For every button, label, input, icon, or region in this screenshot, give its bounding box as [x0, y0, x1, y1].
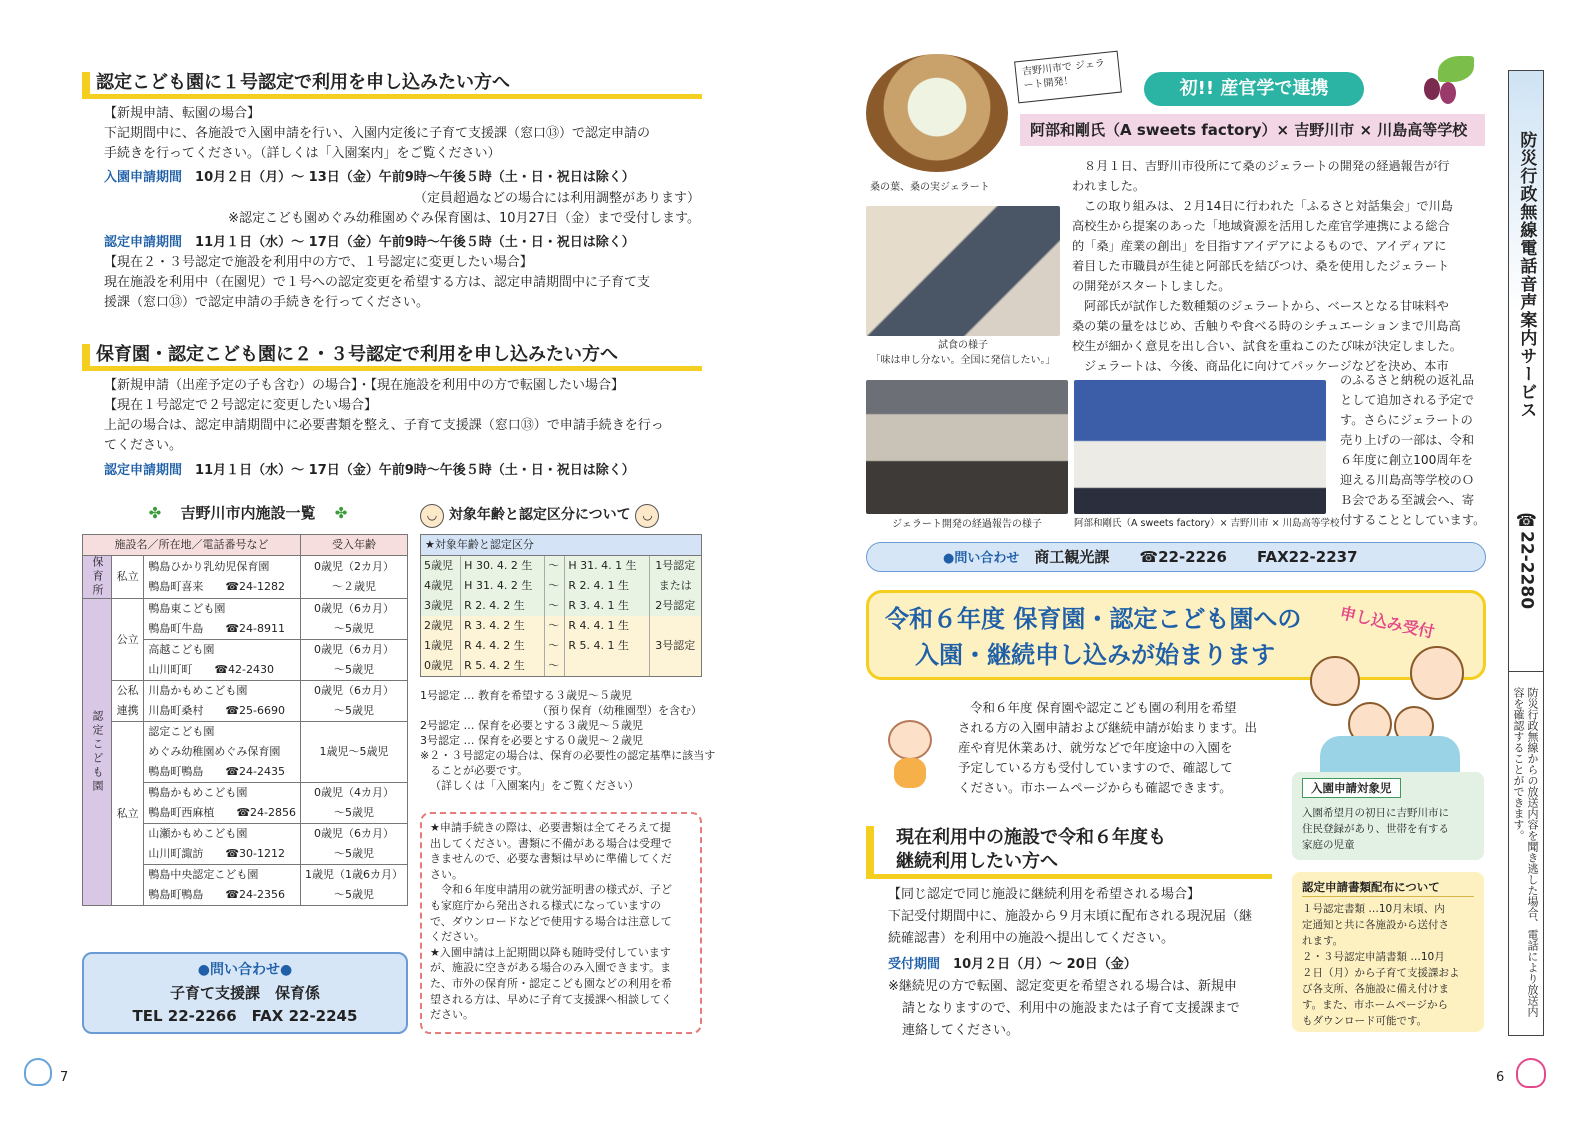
ages-notes: [420, 688, 716, 793]
paragraph: 援課（窓口⑬）で認定申請の手続きを行ってください。: [104, 295, 430, 311]
text-line: のふるさと納税の返礼品: [1340, 373, 1475, 387]
sub-heading: 【新規申請（出産予定の子も含む）の場合】・【現在施設を利用中の方で転園したい場合】: [104, 378, 625, 393]
page-number: 6: [1496, 1070, 1505, 1085]
note-line: 3号認定 … 保育を必要とする０歳児～２歳児: [420, 734, 643, 747]
ages-cell: ～: [545, 596, 565, 616]
section3-title: 現在利用中の施設で令和６年度も 継続利用したい方へ: [866, 826, 1272, 879]
warning-line: きませんので、必要な書類は早めに準備してくだ: [430, 852, 672, 866]
tasting-photo: [866, 206, 1060, 336]
ages-cell: H 31. 4. 2 生: [461, 576, 545, 596]
text-line: この取り組みは、２月14日に行われた「ふるさと対話集会」で川島: [1084, 199, 1453, 213]
contact-title: ●問い合わせ●: [197, 962, 293, 978]
text-line: ８月１日、吉野川市役所にて桑のジェラートの開発の経過報告が行: [1084, 159, 1450, 173]
ages-cell: ～: [545, 556, 565, 576]
text-line: 住民登録があり、世帯を有する: [1302, 823, 1449, 836]
text-line: 付することとしています。: [1340, 513, 1486, 527]
facility-cell: 鴨島中央認定こども園 鴨島町鴨島 ☎24-2356: [144, 865, 301, 906]
age-cell: 0歳児（2カ月） ～２歳児: [301, 556, 408, 599]
note-line: （詳しくは「入園案内」をご覧ください）: [430, 779, 639, 792]
ages-cell: 3号認定: [655, 639, 696, 652]
table-row: [83, 722, 408, 783]
collab-badge: 初!! 産官学で連携: [1144, 72, 1364, 106]
family-illustration: [1290, 636, 1486, 776]
note: 請となりますので、利用中の施設または子育て支援課まで: [902, 1001, 1240, 1016]
stamp-text: 申し込み受付: [1338, 603, 1437, 642]
text-line: 的「桑」産業の創出」を目指すアイデアによるもので、アイディアに: [1072, 239, 1447, 253]
ages-cell: [649, 656, 701, 676]
text-line: 売り上げの一部は、令和: [1340, 433, 1475, 447]
ages-row: [421, 576, 701, 596]
text-line: として追加される予定で: [1340, 393, 1475, 407]
ages-table: [420, 534, 702, 677]
text-line: 産や育児休業あけ、就労などで年度途中の入園を: [958, 740, 1233, 755]
box-title: 入園申請対象児: [1302, 778, 1401, 798]
ages-table-head: ★対象年齢と認定区分: [421, 535, 701, 556]
ages-row: [421, 556, 701, 576]
period-value: 11月１日（水）～ 17日（金）午前9時～午後５時（土・日・祝日は除く）: [195, 462, 635, 478]
mascot-icon: [1516, 1058, 1546, 1088]
age-cell: 0歳児（6カ月） ～5歳児: [301, 599, 408, 640]
contact-tel: TEL 22-2266 FAX 22-2245: [132, 1006, 358, 1025]
facility-cell: 鴨島かもめこども園 鴨島町西麻植 ☎24-2856: [144, 783, 301, 824]
age-cell: 1歳児（1歳6カ月） ～5歳児: [301, 865, 408, 906]
flag-tag: 吉野川市で ジェラート開発！: [1014, 51, 1122, 104]
intro-text: [958, 698, 1278, 798]
ages-cell: ～: [545, 656, 565, 676]
ages-cell: または: [658, 579, 692, 592]
age-cell: 0歳児（6カ月） ～5歳児: [301, 681, 408, 722]
ages-cell: [565, 656, 649, 676]
warning-line: ください。: [430, 930, 485, 944]
text-line: 迎える川島高等学校のＯ: [1340, 473, 1475, 487]
photo-caption: 桑の葉、桑の実ジェラート: [870, 182, 990, 193]
warning-line: 出してください。書類に不備がある場合は受理で: [430, 836, 672, 850]
contact-box: [82, 952, 408, 1034]
gelato-photo: [866, 54, 1008, 172]
paragraph: 手続きを行ってください。（詳しくは「入園案内」をご覧ください）: [104, 146, 501, 162]
text-line: 着目した市職員が生徒と阿部氏を結びつけ、桑を使用したジェラート: [1072, 259, 1450, 273]
table-row: [83, 599, 408, 640]
text-line: 阿部氏が試作した数種類のジェラートから、ベースとなる甘味料や: [1084, 299, 1449, 313]
ages-cell: ～: [545, 616, 565, 636]
note-line: ※２・３号認定の場合は、保育の必要性の認定基準に該当す: [420, 749, 716, 762]
text-line: 定通知と共に各施設から送付さ: [1302, 919, 1449, 931]
ages-cell: ～: [545, 636, 565, 656]
period-value: 10月２日（月）～ 13日（金）午前9時～午後５時（土・日・祝日は除く）: [195, 170, 635, 186]
text-line: 令和６年度 保育園や認定こども園の利用を希望: [970, 700, 1237, 715]
period-value: 10月２日（月）～ 20日（金）: [953, 957, 1137, 972]
warning-line: 令和６年度申請用の就労証明書の様式が、子ど: [430, 883, 672, 897]
period-label: 受付期間: [888, 957, 941, 972]
ages-cell: R 5. 4. 1 生: [565, 636, 649, 656]
facility-cell: 鴨島ひかり乳幼児保育園 鴨島町喜来 ☎24-1282: [144, 556, 301, 599]
face-icon: ◡: [420, 504, 444, 528]
ages-row: [421, 596, 701, 616]
text-line: す。さらにジェラートの: [1340, 413, 1473, 427]
ages-cell: H 30. 4. 2 生: [461, 556, 545, 576]
contact-bar: ●問い合わせ 商工観光課 ☎22-2226 FAX22-2237: [866, 542, 1486, 572]
warning-line: ★入園申請は上記期間以降も随時受付しています: [430, 945, 671, 959]
ages-cell: 3歳児: [421, 596, 461, 616]
box-title: 認定申請書類配布について: [1302, 878, 1474, 897]
facility-cell: 川島かもめこども園 川島町桑村 ☎25-6690: [144, 681, 301, 722]
sub-heading: 【新規申請、転園の場合】: [104, 106, 261, 121]
type-cell: 公立: [112, 599, 144, 681]
eligibility-box: [1292, 772, 1484, 860]
section2-body: [104, 376, 704, 481]
note-line: ることが必要です。: [430, 764, 529, 777]
ages-cell: R 4. 4. 1 生: [565, 616, 649, 636]
clover-icon: ✤: [148, 504, 162, 522]
facility-cell: 鴨島東こども園 鴨島町牛島 ☎24-8911: [144, 599, 301, 640]
meeting-photo: [866, 380, 1068, 514]
paragraph: てください。: [104, 438, 183, 454]
main-notice: 令和６年度 保育園・認定こども園への 入園・継続申し込みが始まります 申し込み受付: [866, 590, 1486, 680]
section1-title: 認定こども園に１号認定で利用を申し込みたい方へ: [82, 72, 702, 99]
table-row: [83, 556, 408, 599]
baby-illustration: [876, 716, 946, 792]
warning-line: ださい。: [430, 1008, 474, 1022]
paragraph: 下記受付期間中に、施設から９月末頃に配布される現況届（継: [888, 909, 1253, 924]
paragraph: 下記期間中に、各施設で入園申請を行い、入園内定後に子育て支援課（窓口⑬）で認定申請の: [104, 126, 651, 142]
section2-title: 保育園・認定こども園に２・３号認定で利用を申し込みたい方へ: [82, 344, 702, 371]
ages-cell: 0歳児: [421, 656, 461, 676]
ages-row: [421, 656, 701, 676]
note: ※継続児の方で転園、認定変更を希望される場合は、新規申: [888, 979, 1237, 994]
side-tel: ☎22-2280: [1516, 511, 1537, 610]
ages-cell: 1歳児: [421, 636, 461, 656]
period-value: 11月１日（水）～ 17日（金）午前9時～午後５時（土・日・祝日は除く）: [195, 234, 635, 250]
period-label: 認定申請期間: [104, 234, 183, 250]
article-headline: 阿部和剛氏（A sweets factory）× 吉野川市 × 川島高等学校: [1020, 114, 1485, 146]
paragraph: 続確認書）を利用中の施設へ提出してください。: [888, 931, 1175, 946]
note-line: （預り保育（幼稚園型）を含む）: [537, 704, 702, 717]
text-line: 家庭の児童: [1302, 839, 1355, 852]
period-label: 入園申請期間: [104, 170, 183, 186]
ages-cell: R 4. 4. 2 生: [461, 636, 545, 656]
contact-dept: 子育て支援課 保育係: [169, 983, 320, 1002]
text-line: 予定している方も受付していますので、確認して: [958, 760, 1233, 775]
mulberry-icon: [1420, 56, 1476, 104]
photo-caption: 試食の様子 「味は申し分ない。全国に発信したい。」: [870, 340, 1056, 366]
warning-box: [420, 812, 702, 1034]
ages-cell: R 2. 4. 1 生: [565, 576, 649, 596]
ages-row: [421, 616, 701, 636]
age-cell: 0歳児（6カ月） ～5歳児: [301, 824, 408, 865]
sub-heading: 【現在２・３号認定で施設を利用中の方で、１号認定に変更したい場合】: [104, 254, 533, 270]
ages-cell: [649, 616, 701, 636]
ages-cell: 2歳児: [421, 616, 461, 636]
note-line: 2号認定 … 保育を必要とする３歳児～５歳児: [420, 719, 643, 732]
sub-heading: 【現在１号認定で２号認定に変更したい場合】: [104, 398, 378, 414]
age-cell: 1歳児～5歳児: [301, 722, 408, 783]
section3-body: [888, 884, 1278, 1042]
note: 連絡してください。: [902, 1023, 1020, 1038]
facility-cell: 認定こども園 めぐみ幼稚園めぐみ保育園 鴨島町鴨島 ☎24-2435: [144, 722, 301, 783]
text-line: われました。: [1072, 179, 1146, 193]
category-cell: 保育所: [83, 556, 112, 599]
table-row: [83, 681, 408, 722]
type-cell: 公私連携: [112, 681, 144, 722]
note-line: 1号認定 … 教育を希望する３歳児～５歳児: [420, 689, 632, 702]
text-line: ください。市ホームページからも確認できます。: [958, 780, 1232, 795]
text-line: ６年度に創立100周年を: [1340, 453, 1473, 467]
ages-cell: R 5. 4. 2 生: [461, 656, 545, 676]
ages-title: ◡ 対象年齢と認定区分について ◡: [420, 504, 702, 528]
photo-caption: 阿部和剛氏（A sweets factory）× 吉野川市 × 川島高等学校: [1074, 518, 1340, 529]
ages-cell: R 3. 4. 2 生: [461, 616, 545, 636]
text-line: 入園希望月の初日に吉野川市に: [1302, 807, 1449, 820]
facility-table-title: ✤ 吉野川市内施設一覧 ✤: [148, 504, 348, 522]
ages-cell: 2号認定: [655, 599, 696, 612]
section1-body: [104, 104, 704, 313]
ages-cell: R 3. 4. 1 生: [565, 596, 649, 616]
text-line: の開発がスタートしました。: [1072, 279, 1231, 293]
side-title: 防災行政無線電話音声案内サービス: [1516, 131, 1537, 419]
period-label: 認定申請期間: [104, 462, 183, 478]
group-photo: [1074, 380, 1326, 514]
page-number: 7: [60, 1070, 69, 1085]
warning-line: さい。: [430, 867, 463, 881]
text-line: ２・３号認定申請書類 …10月: [1302, 951, 1445, 963]
table-header: 施設名／所在地／電話番号など: [83, 535, 301, 556]
text-line: び各支所、各施設に備え付けま: [1302, 983, 1449, 995]
text-line: 高校生から提案のあった「地域資源を活用した産官学連携による総合: [1072, 219, 1450, 233]
mascot-icon: [24, 1058, 52, 1086]
article-body-cont: [1340, 370, 1486, 530]
text-line: される方の入園申請および継続申請が始まります。出: [958, 720, 1258, 735]
category-cell: 認定こども園: [83, 599, 112, 906]
ages-cell: 5歳児: [421, 556, 461, 576]
ages-cell: H 31. 4. 1 生: [565, 556, 649, 576]
clover-icon: ✤: [334, 504, 348, 522]
paragraph: 上記の場合は、認定申請期間中に必要書類を整え、子育て支援課（窓口⑬）で申請手続きを行っ: [104, 418, 664, 434]
warning-line: で、ダウンロードなどで使用する場合は注意して: [430, 914, 672, 928]
text-line: １号認定書類 …10月末頃、内: [1302, 903, 1445, 915]
age-cell: 0歳児（4カ月） ～5歳児: [301, 783, 408, 824]
note: （定員超過などの場合には利用調整があります）: [413, 190, 700, 206]
sub-heading: 【同じ認定で同じ施設に継続利用を希望される場合】: [888, 887, 1201, 902]
text-line: 桑の葉の量をはじめ、舌触りや食べる時のシチュエーションまで川島高: [1072, 319, 1461, 333]
face-icon: ◡: [635, 504, 659, 528]
side-desc: 防災行政無線からの放送内容を聞き逃した場合、電話により放送内容を確認することができます。: [1512, 687, 1539, 1017]
paragraph: 現在施設を利用中（在園児）で１号への認定変更を希望する方は、認定申請期間中に子育て支: [104, 275, 651, 291]
warning-line: 望される方は、早めに子育て支援課へ相談してく: [430, 992, 672, 1006]
ages-cell: 4歳児: [421, 576, 461, 596]
text-line: もダウンロード可能です。: [1302, 1015, 1428, 1027]
warning-line: が、施設に空きがある場合のみ入園できます。ま: [430, 961, 672, 975]
article-body: [1072, 156, 1484, 376]
text-line: す。また、市ホームページから: [1302, 999, 1448, 1011]
text-line: 校生が細かく意見を出し合い、試食を重ねこのたび味が決定しました。: [1072, 339, 1462, 353]
text-line: ２日（月）から子育て支援課およ: [1302, 967, 1460, 979]
facility-cell: 山瀬かもめこども園 山川町諏訪 ☎30-1212: [144, 824, 301, 865]
side-bar: [1508, 70, 1544, 1036]
age-cell: 0歳児（6カ月） ～5歳児: [301, 640, 408, 681]
facility-table: [82, 534, 408, 906]
facility-cell: 高越こども園 山川町町 ☎42-2430: [144, 640, 301, 681]
type-cell: 私立: [112, 722, 144, 906]
text-line: ジェラートは、今後、商品化に向けてパッケージなどを決め、本市: [1084, 359, 1449, 373]
warning-line: も家庭庁から発出される様式になっていますの: [430, 898, 661, 912]
ages-cell: R 2. 4. 2 生: [461, 596, 545, 616]
type-cell: 私立: [112, 556, 144, 599]
text-line: れます。: [1302, 935, 1344, 947]
ages-cell: ～: [545, 576, 565, 596]
warning-line: ★申請手続きの際は、必要書類は全てそろえて提: [430, 821, 671, 834]
note: ※認定こども園めぐみ幼稚園めぐみ保育園は、10月27日（金）まで受付します。: [228, 210, 700, 226]
warning-line: た、市外の保育所・認定こども園などの利用を希: [430, 976, 672, 990]
photo-caption: ジェラート開発の経過報告の様子: [892, 519, 1042, 530]
documents-box: [1292, 872, 1484, 1032]
ages-row: [421, 636, 701, 656]
table-header: 受入年齢: [301, 535, 408, 556]
ages-cell: 1号認定: [655, 559, 696, 572]
text-line: Ｂ会である至誠会へ、寄: [1340, 493, 1475, 507]
